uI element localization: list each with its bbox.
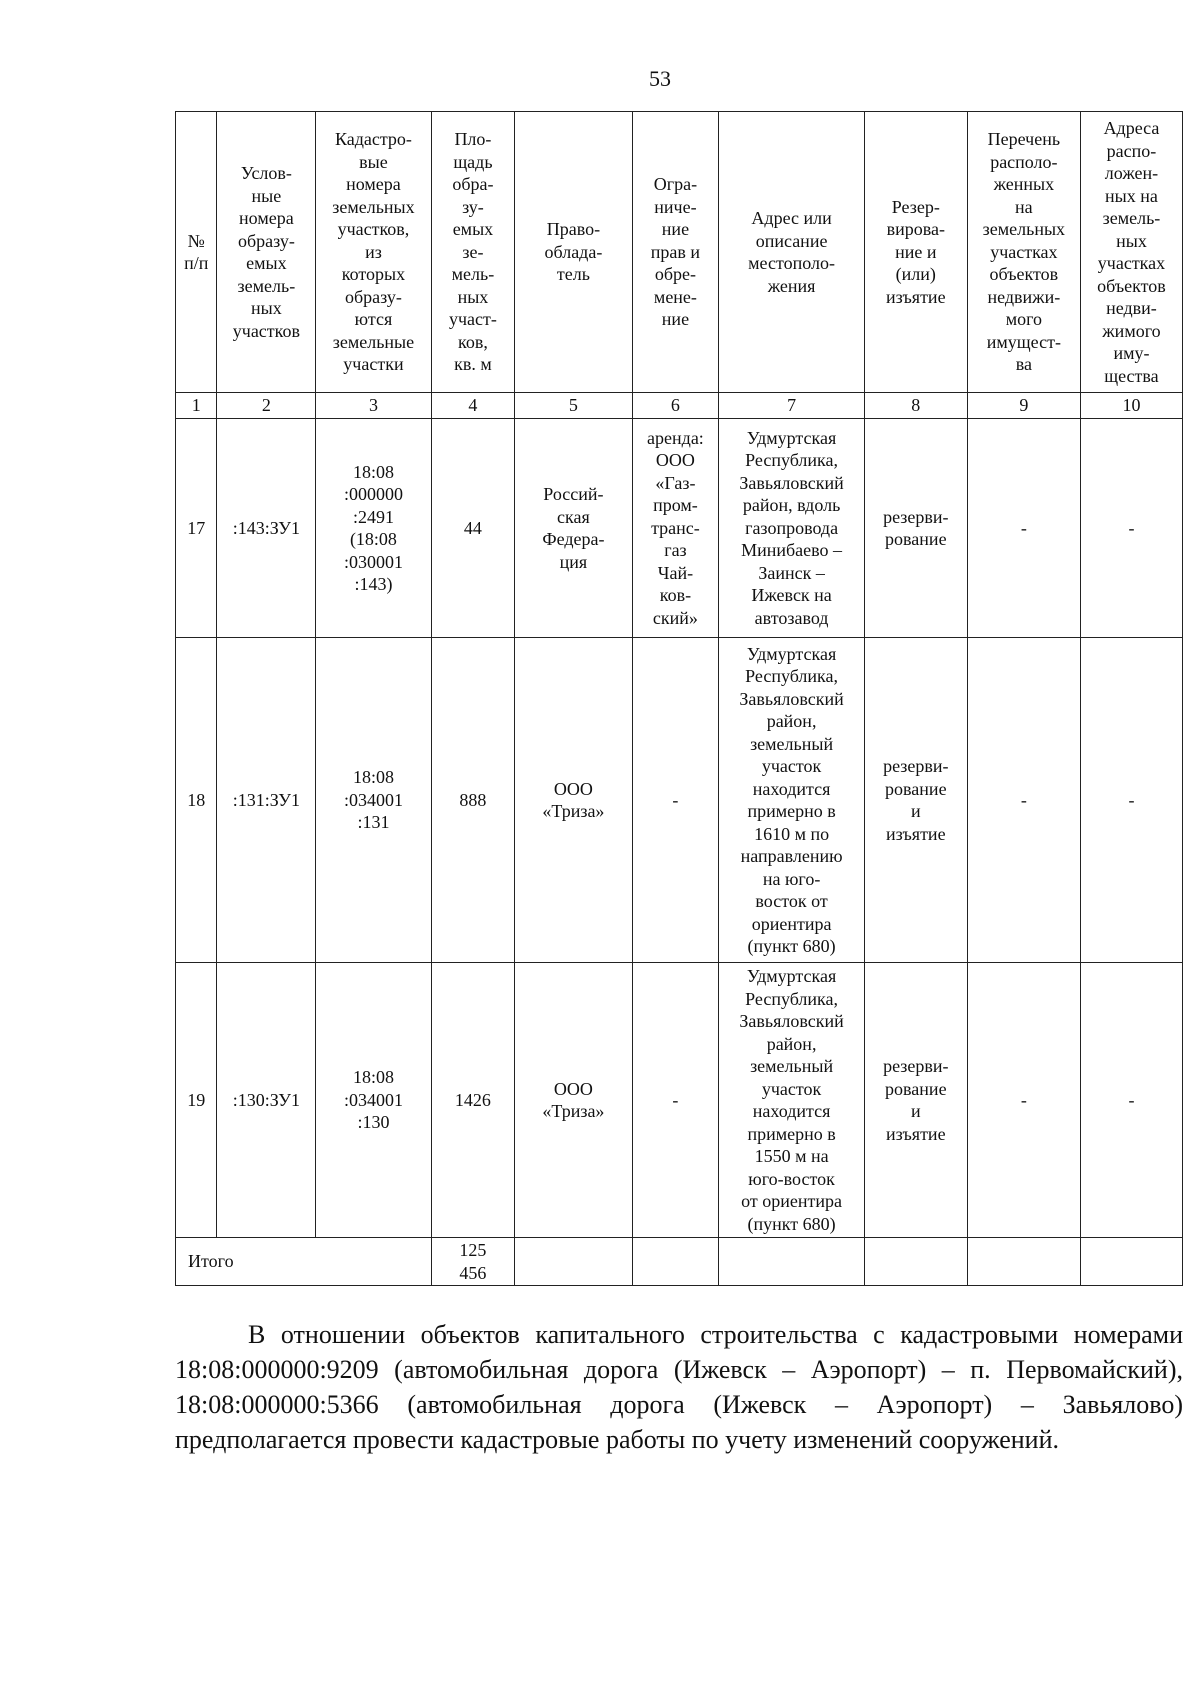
header-cell: № п/п (176, 112, 217, 393)
table-cell (864, 1238, 967, 1286)
table-row (176, 638, 1183, 963)
column-number: 6 (632, 393, 719, 419)
total-label: Итого (176, 1238, 432, 1286)
table-cell: ООО «Триза» (515, 638, 632, 963)
table-cell: 18:08 :000000 :2491 (18:08 :030001 :143) (316, 419, 431, 638)
header-cell: Резер- вирова- ние и (или) изъятие (864, 112, 967, 393)
table-cell: - (967, 638, 1080, 963)
table-cell: - (1080, 419, 1182, 638)
table-cell: 18 (176, 638, 217, 963)
table-cell: :130:ЗУ1 (217, 963, 316, 1238)
table-cell: - (632, 638, 719, 963)
table-cell (967, 1238, 1080, 1286)
header-cell: Право- облада- тель (515, 112, 632, 393)
column-number: 7 (719, 393, 864, 419)
table-cell: Удмуртская Республика, Завьяловский район, вдоль газопровода Минибаево – Заинск – Ижевск на автозавод (719, 419, 864, 638)
table-cell: ООО «Триза» (515, 963, 632, 1238)
table-cell: резерви- рование и изъятие (864, 638, 967, 963)
table-cell: - (967, 963, 1080, 1238)
body-paragraph: В отношении объектов капитального строительства с кадастровыми номерами 18:08:000000:9209 (автомобильная дорога (Ижевск – Аэропорт) – п. Первомайский), 18:08:000000:5366 (автомобильная дорога (Ижевск – Аэропорт) – Завьялово) предполагается провести кадастровые работы по учету изменений сооружений. (175, 1320, 1183, 1454)
column-number: 2 (217, 393, 316, 419)
column-number: 10 (1080, 393, 1182, 419)
table-cell: Удмуртская Республика, Завьяловский район, земельный участок находится примерно в 1550 м на юго-восток от ориентира (пункт 680) (719, 963, 864, 1238)
header-cell: Услов- ные номера образу- емых земель- ных участков (217, 112, 316, 393)
table-cell: - (967, 419, 1080, 638)
column-number: 9 (967, 393, 1080, 419)
header-cell: Адреса распо- ложен- ных на земель- ных участках объектов недви- жимого иму- щества (1080, 112, 1182, 393)
table-row (176, 419, 1183, 638)
table-cell: Россий- ская Федера- ция (515, 419, 632, 638)
table-cell: аренда: ООО «Газ- пром- транс- газ Чай- ков- ский» (632, 419, 719, 638)
column-number: 1 (176, 393, 217, 419)
land-plots-table (175, 111, 1183, 1286)
table-cell: 19 (176, 963, 217, 1238)
header-cell: Кадастро- вые номера земельных участков, из которых образу- ются земельные участки (316, 112, 431, 393)
table-cell: 18:08 :034001 :130 (316, 963, 431, 1238)
table-cell: - (1080, 963, 1182, 1238)
header-cell: Перечень располо- женных на земельных участках объектов недвижи- мого имущест- ва (967, 112, 1080, 393)
table-cell: - (632, 963, 719, 1238)
table-cell: резерви- рование и изъятие (864, 963, 967, 1238)
header-cell: Пло- щадь обра- зу- емых зе- мель- ных участ- ков, кв. м (431, 112, 515, 393)
table-cell: 18:08 :034001 :131 (316, 638, 431, 963)
table-cell: Удмуртская Республика, Завьяловский район, земельный участок находится примерно в 1610 м по направлению на юго- восток от ориентира (пункт 680) (719, 638, 864, 963)
column-number-row (176, 393, 1183, 419)
total-area: 125 456 (431, 1238, 515, 1286)
table-cell: 888 (431, 638, 515, 963)
table-cell: 1426 (431, 963, 515, 1238)
column-number: 8 (864, 393, 967, 419)
table-cell: - (1080, 638, 1182, 963)
table-row (176, 963, 1183, 1238)
header-cell: Адрес или описание местополо- жения (719, 112, 864, 393)
table-cell: 17 (176, 419, 217, 638)
table-cell (719, 1238, 864, 1286)
header-cell: Огра- ниче- ние прав и обре- мене- ние (632, 112, 719, 393)
page-number: 53 (649, 66, 671, 91)
total-row (176, 1238, 1183, 1286)
column-number: 3 (316, 393, 431, 419)
column-number: 4 (431, 393, 515, 419)
table-cell: резерви- рование (864, 419, 967, 638)
table-cell: :131:ЗУ1 (217, 638, 316, 963)
table-cell: :143:ЗУ1 (217, 419, 316, 638)
table-cell (1080, 1238, 1182, 1286)
table-cell (515, 1238, 632, 1286)
table-cell (632, 1238, 719, 1286)
table-header-row (176, 112, 1183, 393)
table-cell: 44 (431, 419, 515, 638)
column-number: 5 (515, 393, 632, 419)
